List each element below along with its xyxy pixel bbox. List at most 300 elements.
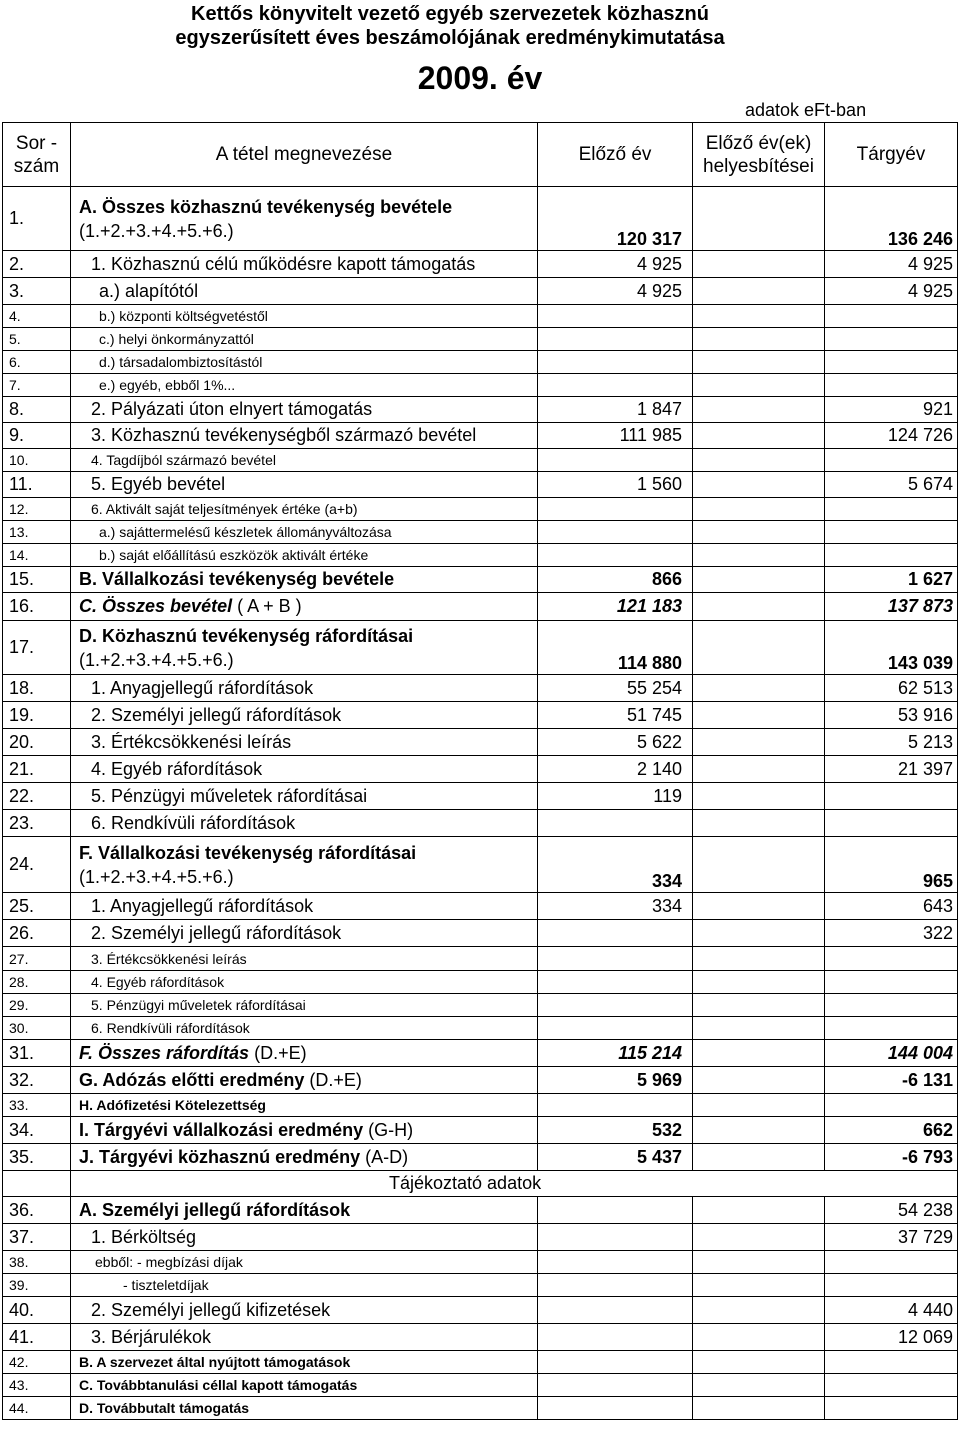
prev-year-value <box>538 374 693 397</box>
current-year-value: 4 925 <box>825 251 958 278</box>
row-label-text: 1. Közhasznú célú működésre kapott támogatás <box>91 253 476 274</box>
adjustment-value <box>693 1094 825 1117</box>
row-label <box>71 1297 538 1324</box>
row-label-text: 3. Értékcsökkenési leírás <box>91 950 247 967</box>
table-row <box>3 947 958 971</box>
row-label-text: 6. Rendkívüli ráfordítások <box>91 812 296 833</box>
row-label-text: 5. Egyéb bevétel <box>91 474 226 494</box>
table-row <box>3 971 958 994</box>
report-title-line-2: egyszerűsített éves beszámolójának eredménykimutatása <box>175 27 725 49</box>
row-label <box>71 994 538 1017</box>
row-label <box>71 729 538 756</box>
table-row <box>3 756 958 783</box>
table-row <box>3 374 958 397</box>
adjustment-value <box>693 920 825 947</box>
adjustment-value <box>693 729 825 756</box>
row-label <box>71 920 538 947</box>
row-label <box>71 1397 538 1420</box>
prev-year-value <box>538 328 693 351</box>
row-label <box>71 1224 538 1251</box>
adjustment-value <box>693 893 825 920</box>
current-year-value <box>825 1274 958 1297</box>
row-number: 21. <box>3 756 71 783</box>
row-label <box>71 971 538 994</box>
col-header-elozo-ev: Előző év <box>538 123 693 187</box>
adjustment-value <box>693 351 825 374</box>
current-year-value: 921 <box>825 397 958 423</box>
row-label-text: 1. Anyagjellegű ráfordítások <box>91 895 314 916</box>
info-row <box>3 1297 958 1324</box>
table-row <box>3 1040 958 1067</box>
prev-year-value: 5 622 <box>538 729 693 756</box>
row-label <box>71 1094 538 1117</box>
adjustment-value <box>693 1274 825 1297</box>
adjustment-value <box>693 305 825 328</box>
row-number: 22. <box>3 783 71 810</box>
table-header-row <box>3 123 958 187</box>
current-year-value <box>825 351 958 374</box>
prev-year-value: 5 969 <box>538 1067 693 1094</box>
current-year-value: 965 <box>825 837 958 893</box>
current-year-value <box>825 1397 958 1420</box>
current-year-value: 143 039 <box>825 621 958 675</box>
row-number: 13. <box>3 521 71 544</box>
prev-year-value: 120 317 <box>538 187 693 251</box>
table-row <box>3 251 958 278</box>
prev-year-value: 121 183 <box>538 593 693 621</box>
adjustment-value <box>693 278 825 305</box>
adjustment-value <box>693 1397 825 1420</box>
adjustment-value <box>693 251 825 278</box>
row-label-text: e.) egyéb, ebből 1%... <box>99 377 236 393</box>
row-label-text: G. Adózás előtti eredmény <box>79 1069 305 1090</box>
prev-year-value: 111 985 <box>538 423 693 449</box>
current-year-value <box>825 374 958 397</box>
adjustment-value <box>693 1017 825 1040</box>
adjustment-value <box>693 1224 825 1251</box>
adjustment-value <box>693 1117 825 1144</box>
table-row <box>3 621 958 675</box>
adjustment-value <box>693 472 825 498</box>
row-label-formula: (1.+2.+3.+4.+5.+6.) <box>79 220 234 241</box>
row-number: 20. <box>3 729 71 756</box>
income-statement-table <box>2 122 958 1420</box>
row-label-text: H. Adófizetési Kötelezettség <box>79 1097 266 1113</box>
row-number: 19. <box>3 702 71 729</box>
row-number: 35. <box>3 1144 71 1171</box>
table-row <box>3 837 958 893</box>
row-label-formula: (1.+2.+3.+4.+5.+6.) <box>79 866 234 887</box>
row-number: 34. <box>3 1117 71 1144</box>
row-label <box>71 498 538 521</box>
current-year-value <box>825 1374 958 1397</box>
row-label-text: 3. Közhasznú tevékenységből származó bevétel <box>91 425 477 445</box>
prev-year-value <box>538 449 693 472</box>
row-label <box>71 187 538 251</box>
adjustment-value <box>693 783 825 810</box>
row-label-text: 1. Bérköltség <box>91 1226 197 1247</box>
row-label-suffix: ( A + B ) <box>232 596 302 616</box>
row-label <box>71 1251 538 1274</box>
adjustment-value <box>693 567 825 593</box>
adjustment-value <box>693 521 825 544</box>
current-year-value <box>825 1094 958 1117</box>
current-year-value <box>825 947 958 971</box>
adjustment-value <box>693 498 825 521</box>
row-label <box>71 756 538 783</box>
row-number: 7. <box>3 374 71 397</box>
prev-year-value <box>538 971 693 994</box>
prev-year-value <box>538 1017 693 1040</box>
row-label <box>71 1197 538 1224</box>
adjustment-value <box>693 947 825 971</box>
adjustment-value <box>693 1144 825 1171</box>
row-label <box>71 351 538 374</box>
current-year-value: 144 004 <box>825 1040 958 1067</box>
row-label <box>71 621 538 675</box>
prev-year-value <box>538 1251 693 1274</box>
row-number: 8. <box>3 397 71 423</box>
table-row <box>3 544 958 567</box>
current-year-value: 136 246 <box>825 187 958 251</box>
report-title-line-1: Kettős könyvitelt vezető egyéb szervezetek közhasznú <box>191 3 709 25</box>
row-number: 1. <box>3 187 71 251</box>
adjustment-value <box>693 328 825 351</box>
row-number: 23. <box>3 810 71 837</box>
row-label-text: b.) saját előállítású eszközök aktivált értéke <box>99 547 369 563</box>
prev-year-value: 115 214 <box>538 1040 693 1067</box>
info-heading: Tájékoztató adatok <box>71 1171 958 1197</box>
prev-year-value: 1 560 <box>538 472 693 498</box>
row-label <box>71 702 538 729</box>
info-heading-row <box>3 1171 958 1197</box>
prev-year-value: 532 <box>538 1117 693 1144</box>
info-row <box>3 1324 958 1351</box>
current-year-value: 643 <box>825 893 958 920</box>
adjustment-value <box>693 1351 825 1374</box>
row-label-suffix: (D.+E) <box>304 1069 362 1090</box>
current-year-value: 1 627 <box>825 567 958 593</box>
row-label <box>71 837 538 893</box>
prev-year-value <box>538 1224 693 1251</box>
current-year-value: 21 397 <box>825 756 958 783</box>
row-label <box>71 374 538 397</box>
row-label-text: D. Továbbutalt támogatás <box>79 1400 250 1416</box>
row-label <box>71 893 538 920</box>
row-label <box>71 328 538 351</box>
col-header-targyev: Tárgyév <box>825 123 958 187</box>
prev-year-value <box>538 1094 693 1117</box>
row-number: 12. <box>3 498 71 521</box>
prev-year-value: 334 <box>538 837 693 893</box>
prev-year-value <box>538 498 693 521</box>
current-year-value: 54 238 <box>825 1197 958 1224</box>
row-number: 18. <box>3 675 71 702</box>
current-year-value: -6 793 <box>825 1144 958 1171</box>
row-label-text: d.) társadalombiztosítástól <box>99 354 263 370</box>
table-row <box>3 920 958 947</box>
row-label <box>71 1351 538 1374</box>
row-label-text: C. Összes bevétel <box>79 596 233 616</box>
table-row <box>3 423 958 449</box>
row-label-text: c.) helyi önkormányzattól <box>99 331 254 347</box>
adjustment-value <box>693 1324 825 1351</box>
table-row <box>3 783 958 810</box>
row-number: 39. <box>3 1274 71 1297</box>
col-header-helyesbitesei: Előző év(ek) helyesbítései <box>693 123 825 187</box>
current-year-value <box>825 1251 958 1274</box>
row-label <box>71 278 538 305</box>
adjustment-value <box>693 1297 825 1324</box>
current-year-value: 4 925 <box>825 278 958 305</box>
row-label <box>71 472 538 498</box>
row-label <box>71 397 538 423</box>
prev-year-value <box>538 920 693 947</box>
table-row <box>3 1017 958 1040</box>
current-year-value: 137 873 <box>825 593 958 621</box>
row-label <box>71 1040 538 1067</box>
current-year-value <box>825 971 958 994</box>
info-row <box>3 1224 958 1251</box>
prev-year-value: 334 <box>538 893 693 920</box>
info-row <box>3 1351 958 1374</box>
prev-year-value <box>538 1351 693 1374</box>
info-heading-empty <box>3 1171 71 1197</box>
row-number: 44. <box>3 1397 71 1420</box>
prev-year-value: 51 745 <box>538 702 693 729</box>
prev-year-value: 4 925 <box>538 278 693 305</box>
table-row <box>3 1094 958 1117</box>
prev-year-value: 119 <box>538 783 693 810</box>
row-label <box>71 449 538 472</box>
row-number: 26. <box>3 920 71 947</box>
row-label <box>71 1374 538 1397</box>
row-label-text: C. Továbbtanulási céllal kapott támogatás <box>79 1377 358 1393</box>
adjustment-value <box>693 756 825 783</box>
prev-year-value <box>538 1274 693 1297</box>
row-label-text: A. Személyi jellegű ráfordítások <box>79 1199 351 1220</box>
row-number: 10. <box>3 449 71 472</box>
row-label-text: ebből: - megbízási díjak <box>95 1254 243 1270</box>
row-label-text: 4. Tagdíjból származó bevétel <box>91 452 276 468</box>
row-label-text: 2. Személyi jellegű ráfordítások <box>91 704 342 725</box>
row-label-suffix: (G-H) <box>363 1119 414 1140</box>
table-row <box>3 994 958 1017</box>
row-number: 28. <box>3 971 71 994</box>
row-label-text: F. Összes ráfordítás <box>79 1042 250 1063</box>
row-label <box>71 544 538 567</box>
current-year-value <box>825 328 958 351</box>
row-label <box>71 567 538 593</box>
adjustment-value <box>693 1374 825 1397</box>
row-label-text: 2. Pályázati úton elnyert támogatás <box>91 399 373 419</box>
row-number: 2. <box>3 251 71 278</box>
row-number: 32. <box>3 1067 71 1094</box>
row-number: 11. <box>3 472 71 498</box>
row-label-text: 1. Anyagjellegű ráfordítások <box>91 677 314 698</box>
table-row <box>3 521 958 544</box>
adjustment-value <box>693 621 825 675</box>
prev-year-value: 2 140 <box>538 756 693 783</box>
current-year-value <box>825 1351 958 1374</box>
info-row <box>3 1274 958 1297</box>
current-year-value <box>825 498 958 521</box>
row-label-text: b.) központi költségvetéstől <box>99 308 268 324</box>
adjustment-value <box>693 702 825 729</box>
row-number: 24. <box>3 837 71 893</box>
current-year-value: 4 440 <box>825 1297 958 1324</box>
adjustment-value <box>693 994 825 1017</box>
row-label <box>71 305 538 328</box>
prev-year-value <box>538 351 693 374</box>
info-row <box>3 1197 958 1224</box>
row-label <box>71 810 538 837</box>
prev-year-value <box>538 1324 693 1351</box>
row-label-text: 6. Rendkívüli ráfordítások <box>91 1020 250 1036</box>
current-year-value: 5 674 <box>825 472 958 498</box>
info-row <box>3 1397 958 1420</box>
prev-year-value <box>538 1197 693 1224</box>
row-label <box>71 1067 538 1094</box>
table-row <box>3 351 958 374</box>
prev-year-value <box>538 521 693 544</box>
table-row <box>3 593 958 621</box>
row-number: 33. <box>3 1094 71 1117</box>
table-row <box>3 187 958 251</box>
adjustment-value <box>693 423 825 449</box>
col-header-tetel: A tétel megnevezése <box>71 123 538 187</box>
adjustment-value <box>693 374 825 397</box>
row-label-text: I. Tárgyévi vállalkozási eredmény <box>79 1119 364 1140</box>
current-year-value: 124 726 <box>825 423 958 449</box>
adjustment-value <box>693 397 825 423</box>
row-label-text: 4. Egyéb ráfordítások <box>91 974 225 990</box>
current-year-value <box>825 994 958 1017</box>
table-row <box>3 1067 958 1094</box>
row-number: 15. <box>3 567 71 593</box>
row-label-text: B. Vállalkozási tevékenység bevétele <box>79 569 395 589</box>
row-label-suffix: (A-D) <box>360 1146 409 1167</box>
table-row <box>3 1117 958 1144</box>
row-number: 37. <box>3 1224 71 1251</box>
current-year-value <box>825 783 958 810</box>
table-row <box>3 810 958 837</box>
table-row <box>3 702 958 729</box>
current-year-value <box>825 544 958 567</box>
table-row <box>3 472 958 498</box>
current-year-value: 12 069 <box>825 1324 958 1351</box>
row-label-text: a.) alapítótól <box>99 280 199 301</box>
row-number: 17. <box>3 621 71 675</box>
current-year-value: 37 729 <box>825 1224 958 1251</box>
row-label <box>71 783 538 810</box>
col-header-sorszam: Sor - szám <box>3 123 71 187</box>
prev-year-value: 1 847 <box>538 397 693 423</box>
row-number: 36. <box>3 1197 71 1224</box>
prev-year-value <box>538 947 693 971</box>
prev-year-value <box>538 994 693 1017</box>
adjustment-value <box>693 971 825 994</box>
row-number: 5. <box>3 328 71 351</box>
current-year-value <box>825 1017 958 1040</box>
row-label-text: 6. Aktivált saját teljesítmények értéke (a+b) <box>91 501 358 517</box>
row-label <box>71 1144 538 1171</box>
current-year-value <box>825 305 958 328</box>
row-label-text: 3. Bérjárulékok <box>91 1326 212 1347</box>
row-number: 30. <box>3 1017 71 1040</box>
row-number: 40. <box>3 1297 71 1324</box>
adjustment-value <box>693 810 825 837</box>
row-label-text: 2. Személyi jellegű kifizetések <box>91 1299 331 1320</box>
current-year-value <box>825 521 958 544</box>
adjustment-value <box>693 544 825 567</box>
row-number: 14. <box>3 544 71 567</box>
table-row <box>3 567 958 593</box>
row-label <box>71 593 538 621</box>
row-number: 41. <box>3 1324 71 1351</box>
table-row <box>3 729 958 756</box>
row-label <box>71 251 538 278</box>
row-label <box>71 521 538 544</box>
row-label <box>71 947 538 971</box>
adjustment-value <box>693 449 825 472</box>
row-label <box>71 1324 538 1351</box>
row-label-text: 5. Pénzügyi műveletek ráfordításai <box>91 785 368 806</box>
row-label <box>71 1274 538 1297</box>
row-number: 6. <box>3 351 71 374</box>
prev-year-value <box>538 544 693 567</box>
row-label-text: D. Közhasznú tevékenység ráfordításai <box>79 625 414 646</box>
prev-year-value <box>538 1374 693 1397</box>
adjustment-value <box>693 837 825 893</box>
row-number: 4. <box>3 305 71 328</box>
current-year-value: 53 916 <box>825 702 958 729</box>
row-label-text: B. A szervezet által nyújtott támogatások <box>79 1354 351 1370</box>
row-label-text: F. Vállalkozási tevékenység ráfordításai <box>79 842 417 863</box>
prev-year-value: 4 925 <box>538 251 693 278</box>
row-label <box>71 1117 538 1144</box>
row-label-text: a.) sajáttermelésű készletek állományváltozása <box>99 524 392 540</box>
row-label <box>71 1017 538 1040</box>
table-row <box>3 305 958 328</box>
table-row <box>3 498 958 521</box>
current-year-value: 322 <box>825 920 958 947</box>
prev-year-value: 5 437 <box>538 1144 693 1171</box>
row-number: 29. <box>3 994 71 1017</box>
info-row <box>3 1374 958 1397</box>
row-number: 25. <box>3 893 71 920</box>
report-year: 2009. év <box>417 60 543 96</box>
table-row <box>3 893 958 920</box>
row-label-text: 5. Pénzügyi műveletek ráfordításai <box>91 997 306 1013</box>
row-label-text: J. Tárgyévi közhasznú eredmény <box>79 1146 361 1167</box>
prev-year-value <box>538 1297 693 1324</box>
prev-year-value: 55 254 <box>538 675 693 702</box>
row-number: 43. <box>3 1374 71 1397</box>
table-row <box>3 278 958 305</box>
prev-year-value: 114 880 <box>538 621 693 675</box>
adjustment-value <box>693 1197 825 1224</box>
table-row <box>3 1144 958 1171</box>
prev-year-value <box>538 305 693 328</box>
row-label-text: 2. Személyi jellegű ráfordítások <box>91 922 342 943</box>
row-label <box>71 423 538 449</box>
current-year-value: 5 213 <box>825 729 958 756</box>
table-row <box>3 449 958 472</box>
prev-year-value <box>538 810 693 837</box>
row-label-text: A. Összes közhasznú tevékenység bevétele <box>79 196 453 217</box>
row-number: 3. <box>3 278 71 305</box>
